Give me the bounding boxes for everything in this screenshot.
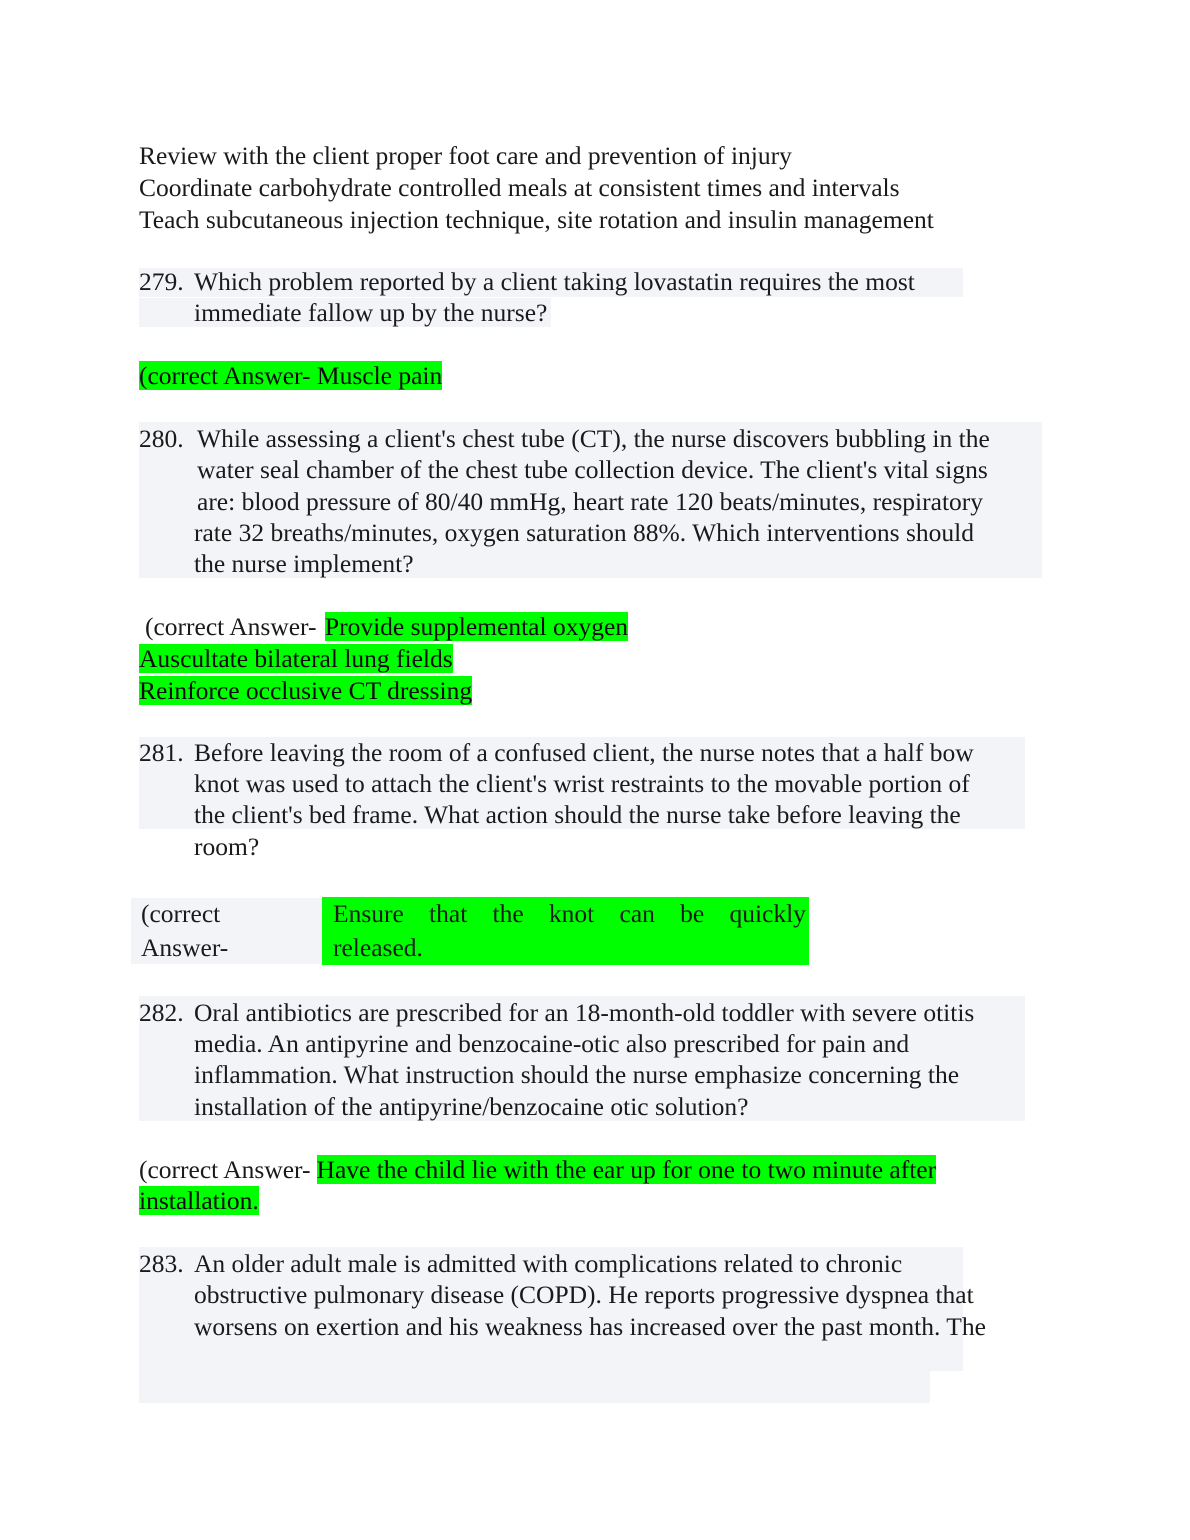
question-279-line-2: immediate fallow up by the nurse? xyxy=(194,298,548,327)
answer-279: (correct Answer- Muscle pain xyxy=(139,361,443,390)
question-282-line-2: media. An antipyrine and benzocaine-otic also prescribed for pain and xyxy=(194,1029,910,1058)
question-283-line-1: An older adult male is admitted with complications related to chronic xyxy=(194,1249,903,1278)
answer-280-option-1: Provide supplemental oxygen xyxy=(324,612,629,641)
answer-281-word: can xyxy=(619,899,655,928)
question-number-283: 283. xyxy=(139,1249,184,1278)
answer-281-line-1 xyxy=(333,898,806,929)
answer-281-line-2: released. xyxy=(333,933,423,962)
question-number-279: 279. xyxy=(139,267,184,296)
answer-281-word: Ensure xyxy=(333,899,404,928)
question-282-line-3: inflammation. What instruction should the nurse emphasize concerning the xyxy=(194,1060,960,1089)
question-number-280: 280. xyxy=(139,424,184,453)
answer-280-prefix: (correct Answer- xyxy=(145,612,317,641)
answer-281-word: be xyxy=(680,899,705,928)
answer-280-option-3: Reinforce occlusive CT dressing xyxy=(139,676,473,705)
question-282-line-1: Oral antibiotics are prescribed for an 18-month-old toddler with severe otitis xyxy=(194,998,975,1027)
question-281-line-4: room? xyxy=(194,832,260,861)
answer-281-word: quickly xyxy=(729,899,806,928)
question-number-282: 282. xyxy=(139,998,184,1027)
intro-line-2: Coordinate carbohydrate controlled meals at consistent times and intervals xyxy=(139,173,900,202)
answer-281-label-1: (correct xyxy=(141,899,221,928)
question-283-line-2: obstructive pulmonary disease (COPD). He reports progressive dyspnea that xyxy=(194,1280,974,1309)
question-281-line-2: knot was used to attach the client's wrist restraints to the movable portion of xyxy=(194,769,970,798)
answer-281-word: that xyxy=(429,899,468,928)
question-282-line-4: installation of the antipyrine/benzocaine otic solution? xyxy=(194,1092,749,1121)
answer-282-prefix: (correct Answer- xyxy=(139,1155,311,1184)
answer-282-line-1: Have the child lie with the ear up for one to two minute after xyxy=(316,1155,937,1184)
answer-282-line-2: installation. xyxy=(139,1186,259,1215)
answer-281-label-2: Answer- xyxy=(141,933,229,962)
answer-281-word: the xyxy=(492,899,524,928)
answer-280-option-2: Auscultate bilateral lung fields xyxy=(139,644,453,673)
intro-line-3: Teach subcutaneous injection technique, site rotation and insulin management xyxy=(139,205,934,234)
question-number-281: 281. xyxy=(139,738,184,767)
question-280-line-1: While assessing a client's chest tube (CT), the nurse discovers bubbling in the xyxy=(197,424,990,453)
question-280-line-4: rate 32 breaths/minutes, oxygen saturation 88%. Which interventions should xyxy=(194,518,974,547)
question-shade xyxy=(139,1371,930,1403)
question-283-line-3: worsens on exertion and his weakness has increased over the past month. The xyxy=(194,1312,986,1341)
question-280-line-2: water seal chamber of the chest tube collection device. The client's vital signs xyxy=(197,455,988,484)
question-280-line-3: are: blood pressure of 80/40 mmHg, heart rate 120 beats/minutes, respiratory xyxy=(197,487,984,516)
intro-line-1: Review with the client proper foot care and prevention of injury xyxy=(139,141,792,170)
answer-281-word: knot xyxy=(548,899,595,928)
question-280-line-5: the nurse implement? xyxy=(194,549,414,578)
question-281-line-1: Before leaving the room of a confused client, the nurse notes that a half bow xyxy=(194,738,974,767)
question-281-line-3: the client's bed frame. What action should the nurse take before leaving the xyxy=(194,800,961,829)
question-279-line-1: Which problem reported by a client taking lovastatin requires the most xyxy=(194,267,915,296)
